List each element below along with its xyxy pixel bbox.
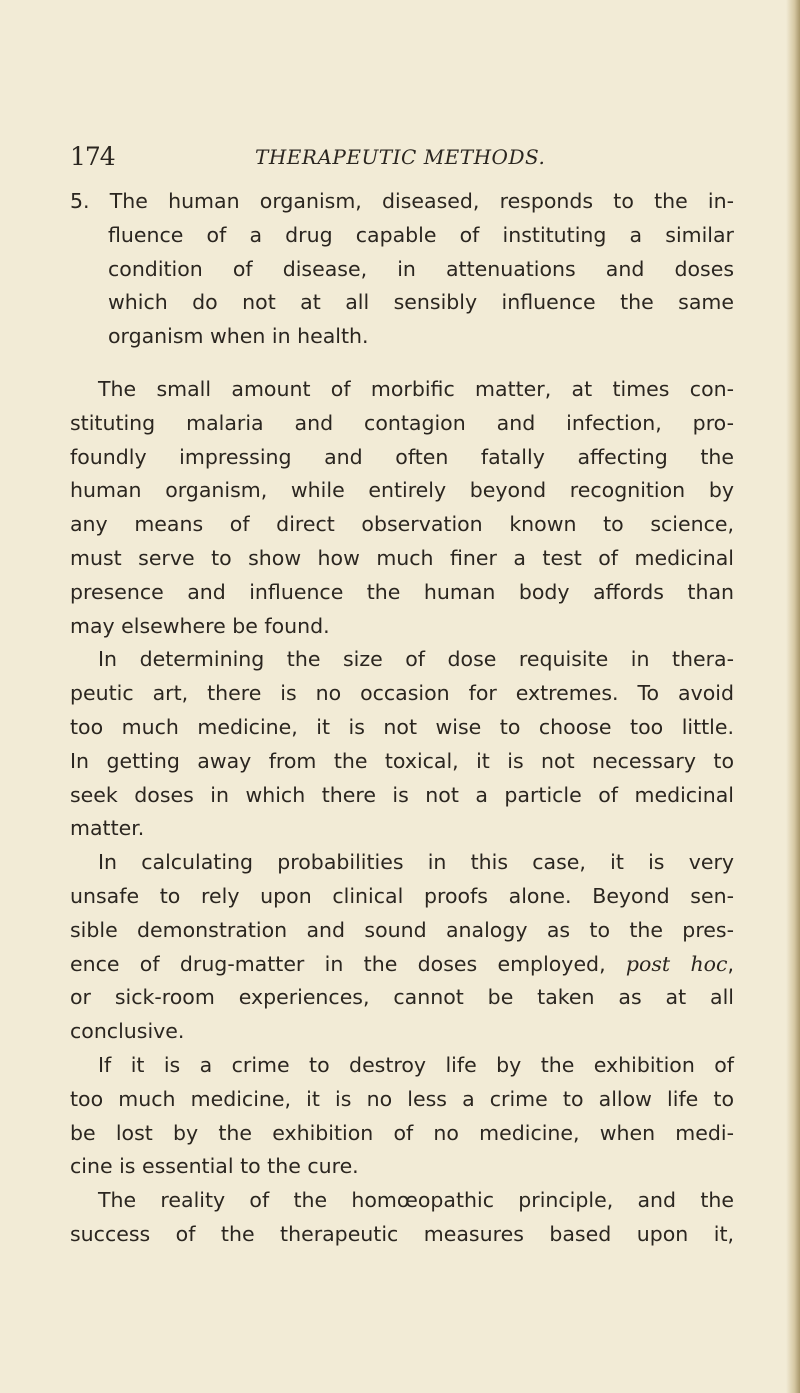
text-line: too much medicine, it is not wise to choose too little. <box>70 714 734 739</box>
text-line: be lost by the exhibition of no medicine, when medi- <box>70 1120 734 1145</box>
text-line: stituting malaria and contagion and infection, pro- <box>70 410 734 435</box>
text-line: fluence of a drug capable of instituting a similar <box>108 222 734 247</box>
text-line: condition of disease, in attenuations and doses <box>108 256 734 281</box>
paragraph <box>70 846 734 1049</box>
text-line: success of the therapeutic measures based upon it, <box>70 1221 734 1246</box>
text-run: ence of drug-matter in the doses employed, <box>70 951 626 976</box>
paragraph <box>70 1184 734 1252</box>
latin-phrase: post hoc <box>625 951 728 976</box>
paragraph <box>70 1049 734 1184</box>
text-line: In calculating probabilities in this case, it is very <box>98 850 734 875</box>
text-line: organism when in health. <box>108 324 369 349</box>
paragraph <box>70 373 734 643</box>
running-title: THERAPEUTIC METHODS. <box>255 145 546 169</box>
text-line: which do not at all sensibly influence the same <box>108 290 734 315</box>
numbered-item-5 <box>70 185 734 354</box>
text-line: must serve to show how much finer a test of medicinal <box>70 545 734 570</box>
text-line: any means of direct observation known to science, <box>70 512 734 537</box>
text-line: cine is essential to the cure. <box>70 1154 359 1179</box>
text-run: , <box>727 951 734 976</box>
text-line: may elsewhere be found. <box>70 613 330 638</box>
text-line <box>70 948 734 982</box>
text-line: matter. <box>70 816 145 841</box>
text-line: 5. The human organism, diseased, responds to the in- <box>70 189 734 213</box>
text-line: peutic art, there is no occasion for extremes. To avoid <box>70 681 734 706</box>
text-line: foundly impressing and often fatally affecting the <box>70 444 734 469</box>
text-line: too much medicine, it is no less a crime to allow life to <box>70 1086 734 1111</box>
text-line: seek doses in which there is not a particle of medicinal <box>70 782 734 807</box>
text-line: In determining the size of dose requisite in thera- <box>98 647 734 672</box>
text-line: If it is a crime to destroy life by the exhibition of <box>98 1052 734 1077</box>
page-number: 174 <box>70 142 115 171</box>
text-line: In getting away from the toxical, it is not necessary to <box>70 748 734 773</box>
text-line: The reality of the homœopathic principle, and the <box>98 1188 734 1213</box>
text-line: presence and influence the human body affords than <box>70 579 734 604</box>
running-head <box>70 140 730 174</box>
text-line: The small amount of morbific matter, at times con- <box>98 376 734 401</box>
text-line: or sick-room experiences, cannot be taken as at all <box>70 985 734 1010</box>
page-edge-shadow <box>786 0 800 1393</box>
text-line: conclusive. <box>70 1019 185 1044</box>
text-line: human organism, while entirely beyond recognition by <box>70 478 734 503</box>
body-text <box>70 185 734 1252</box>
text-line: sible demonstration and sound analogy as to the pres- <box>70 917 734 942</box>
text-line: unsafe to rely upon clinical proofs alone. Beyond sen- <box>70 883 734 908</box>
paragraph <box>70 643 734 846</box>
